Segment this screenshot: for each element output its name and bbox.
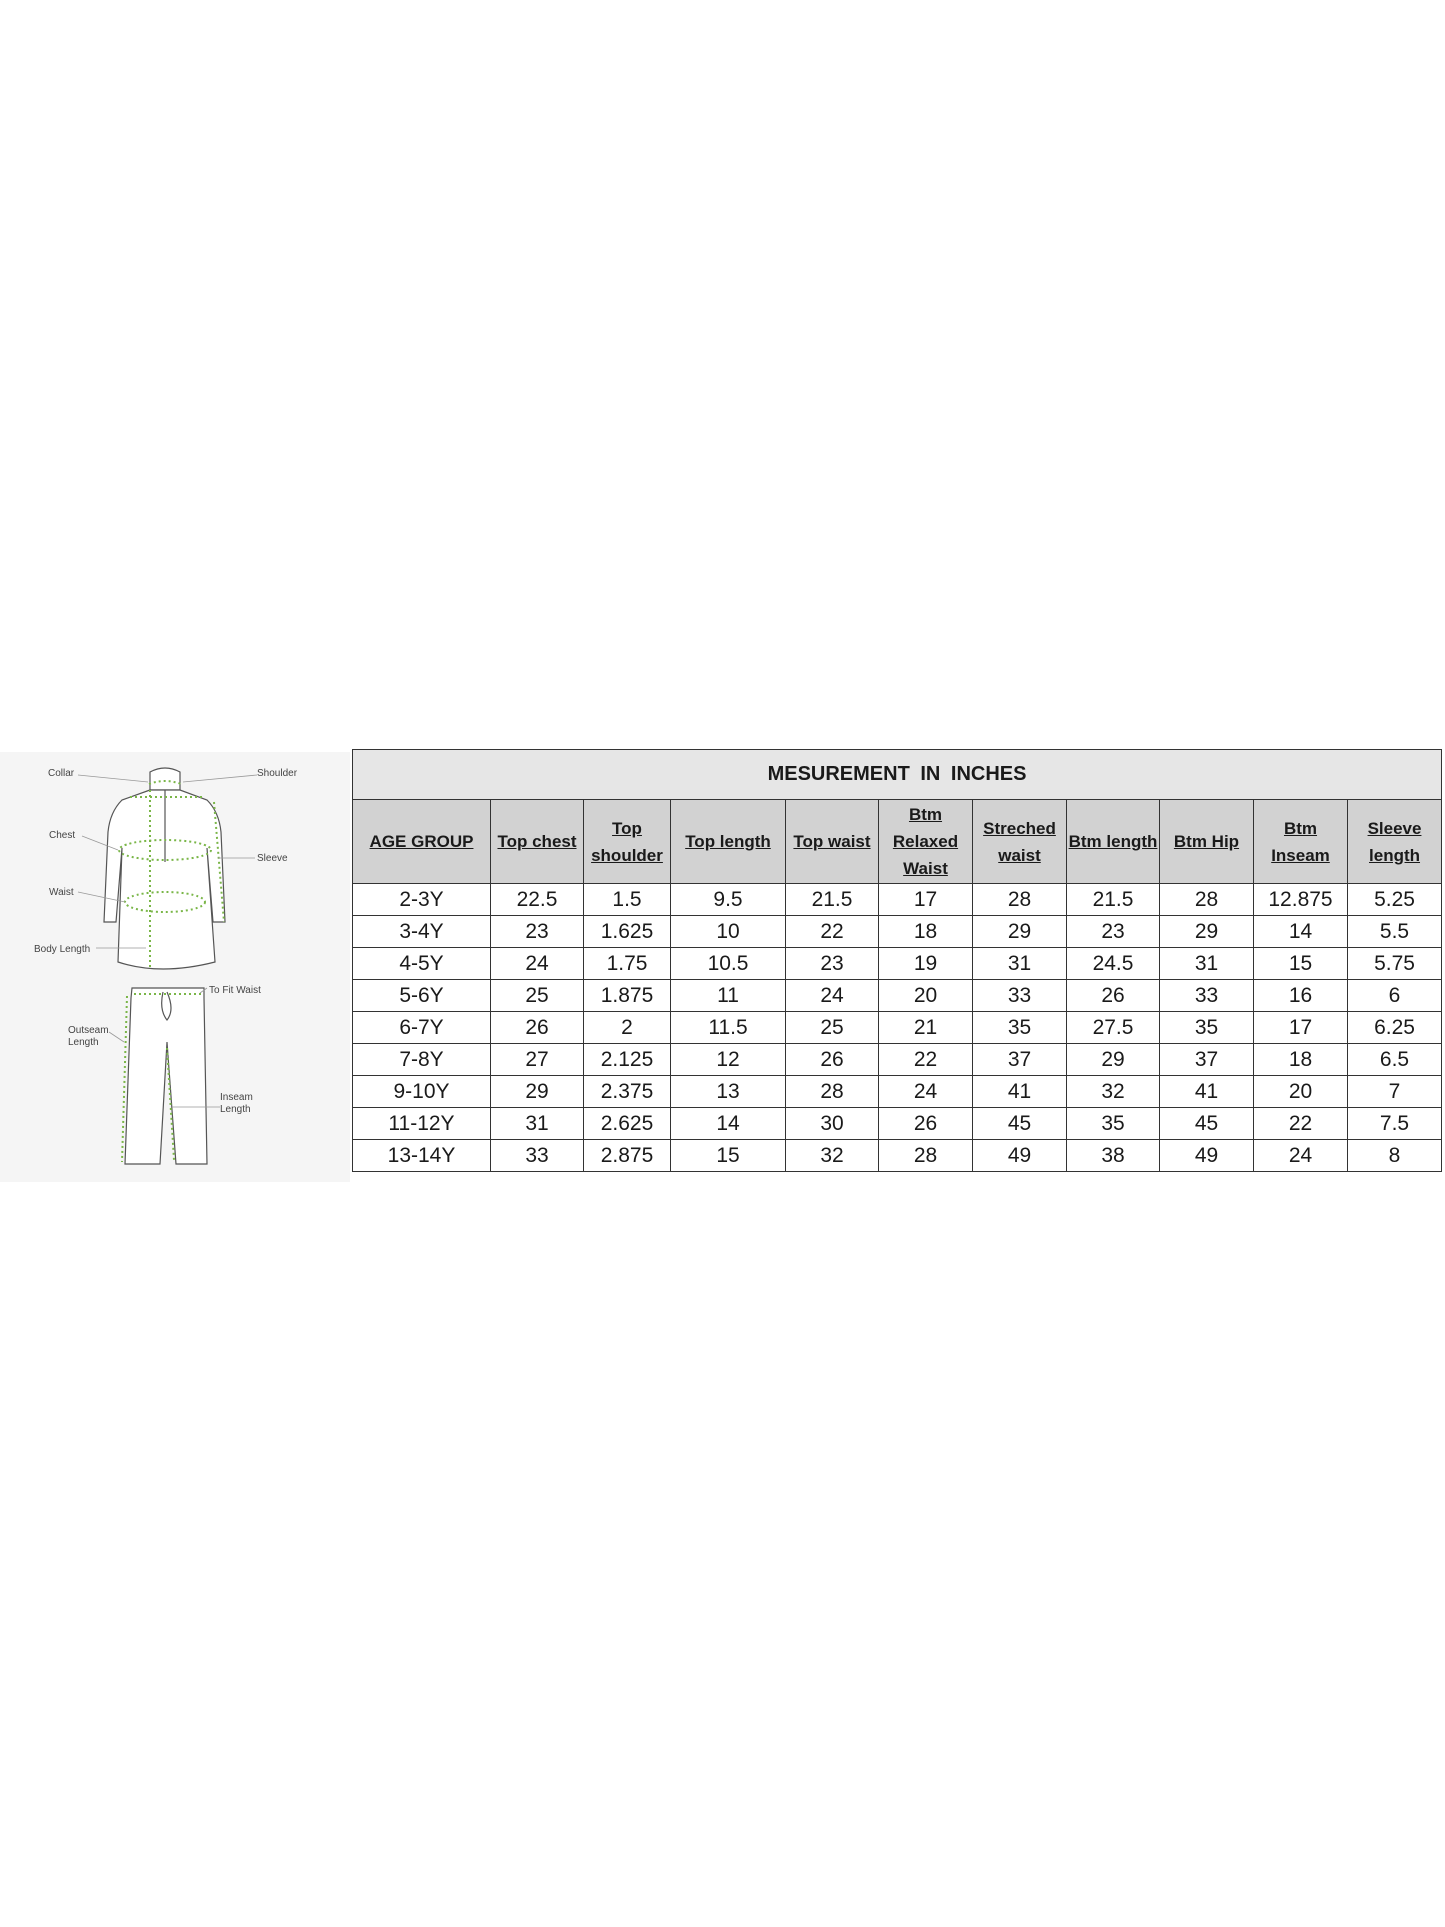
measurement-cell: 2.375 [584, 1076, 671, 1108]
measurement-cell: 15 [1254, 948, 1348, 980]
measurement-cell: 49 [1160, 1140, 1254, 1172]
measurement-cell: 16 [1254, 980, 1348, 1012]
size-chart-table [352, 749, 1442, 1172]
measurement-cell: 33 [491, 1140, 584, 1172]
label-outseam: Outseam [68, 1025, 109, 1036]
age-group-cell: 5-6Y [353, 980, 491, 1012]
measurement-cell: 26 [491, 1012, 584, 1044]
measurement-cell: 45 [1160, 1108, 1254, 1140]
measurement-cell: 10 [671, 916, 786, 948]
measurement-cell: 6 [1348, 980, 1442, 1012]
measurement-cell: 9.5 [671, 884, 786, 916]
table-title: MESUREMENT IN INCHES [353, 750, 1442, 800]
measurement-cell: 17 [1254, 1012, 1348, 1044]
measurement-cell: 25 [786, 1012, 879, 1044]
age-group-cell: 6-7Y [353, 1012, 491, 1044]
table-row [353, 1012, 1442, 1044]
measurement-cell: 1.875 [584, 980, 671, 1012]
column-header: Sleeve length [1348, 800, 1442, 884]
measurement-cell: 33 [973, 980, 1067, 1012]
measurement-cell: 24 [786, 980, 879, 1012]
measurement-cell: 26 [879, 1108, 973, 1140]
table-row [353, 916, 1442, 948]
measurement-cell: 7.5 [1348, 1108, 1442, 1140]
age-group-cell: 11-12Y [353, 1108, 491, 1140]
measurement-cell: 20 [879, 980, 973, 1012]
table-row [353, 884, 1442, 916]
measurement-cell: 19 [879, 948, 973, 980]
column-header: Streched waist [973, 800, 1067, 884]
column-header: Top shoulder [584, 800, 671, 884]
measurement-cell: 11 [671, 980, 786, 1012]
age-group-cell: 7-8Y [353, 1044, 491, 1076]
measurement-cell: 22 [879, 1044, 973, 1076]
measurement-cell: 33 [1160, 980, 1254, 1012]
column-header: Top chest [491, 800, 584, 884]
label-outseam-length: Length [68, 1037, 99, 1048]
measurement-cell: 45 [973, 1108, 1067, 1140]
measurement-cell: 41 [973, 1076, 1067, 1108]
column-header: Btm Inseam [1254, 800, 1348, 884]
measurement-cell: 24 [491, 948, 584, 980]
measurement-cell: 29 [491, 1076, 584, 1108]
measurement-cell: 24.5 [1067, 948, 1160, 980]
measurement-cell: 31 [491, 1108, 584, 1140]
measurement-cell: 6.5 [1348, 1044, 1442, 1076]
measurement-cell: 5.25 [1348, 884, 1442, 916]
measurement-cell: 18 [1254, 1044, 1348, 1076]
measurement-cell: 8 [1348, 1140, 1442, 1172]
pants-outline [125, 988, 207, 1164]
measurement-cell: 35 [1160, 1012, 1254, 1044]
table-row [353, 1108, 1442, 1140]
label-inseam: Inseam [220, 1092, 253, 1103]
column-header: Top length [671, 800, 786, 884]
kurta-outline [104, 768, 225, 969]
table-row [353, 980, 1442, 1012]
measurement-cell: 22 [1254, 1108, 1348, 1140]
table-row [353, 1044, 1442, 1076]
age-group-cell: 13-14Y [353, 1140, 491, 1172]
measurement-cell: 1.625 [584, 916, 671, 948]
measurement-cell: 27.5 [1067, 1012, 1160, 1044]
table-row [353, 1140, 1442, 1172]
measurement-cell: 18 [879, 916, 973, 948]
measurement-cell: 28 [973, 884, 1067, 916]
measurement-cell: 2 [584, 1012, 671, 1044]
label-to-fit-waist: To Fit Waist [209, 985, 261, 996]
label-sleeve: Sleeve [257, 853, 288, 864]
garment-illustration [0, 752, 350, 1182]
measurement-cell: 7 [1348, 1076, 1442, 1108]
measurement-cell: 10.5 [671, 948, 786, 980]
measurement-cell: 2.125 [584, 1044, 671, 1076]
measurement-cell: 22 [786, 916, 879, 948]
measurement-cell: 6.25 [1348, 1012, 1442, 1044]
measurement-cell: 5.75 [1348, 948, 1442, 980]
column-header: AGE GROUP [353, 800, 491, 884]
label-chest: Chest [49, 830, 76, 841]
label-collar: Collar [48, 768, 75, 779]
measurement-cell: 32 [786, 1140, 879, 1172]
measurement-cell: 37 [1160, 1044, 1254, 1076]
measurement-cell: 32 [1067, 1076, 1160, 1108]
measurement-cell: 12.875 [1254, 884, 1348, 916]
measurement-cell: 20 [1254, 1076, 1348, 1108]
age-group-cell: 2-3Y [353, 884, 491, 916]
measurement-cell: 1.75 [584, 948, 671, 980]
measurement-diagram [0, 752, 350, 1182]
measurement-cell: 23 [1067, 916, 1160, 948]
column-header: Btm Hip [1160, 800, 1254, 884]
measurement-cell: 31 [973, 948, 1067, 980]
measurement-cell: 13 [671, 1076, 786, 1108]
measurement-cell: 24 [1254, 1140, 1348, 1172]
label-body-length: Body Length [34, 944, 91, 955]
table-row [353, 948, 1442, 980]
label-inseam-length: Length [220, 1104, 251, 1115]
measurement-cell: 35 [973, 1012, 1067, 1044]
measurement-cell: 27 [491, 1044, 584, 1076]
measurement-cell: 35 [1067, 1108, 1160, 1140]
measurement-cell: 15 [671, 1140, 786, 1172]
column-header: Btm length [1067, 800, 1160, 884]
measurement-cell: 23 [491, 916, 584, 948]
header-row [353, 800, 1442, 884]
age-group-cell: 9-10Y [353, 1076, 491, 1108]
measurement-cell: 21.5 [786, 884, 879, 916]
measurement-cell: 31 [1160, 948, 1254, 980]
measurement-cell: 26 [786, 1044, 879, 1076]
measurement-cell: 29 [1160, 916, 1254, 948]
column-header: Btm Relaxed Waist [879, 800, 973, 884]
column-header: Top waist [786, 800, 879, 884]
measurement-cell: 28 [1160, 884, 1254, 916]
measurement-cell: 1.5 [584, 884, 671, 916]
label-waist: Waist [49, 887, 74, 898]
age-group-cell: 4-5Y [353, 948, 491, 980]
measurement-cell: 2.625 [584, 1108, 671, 1140]
measurement-cell: 21.5 [1067, 884, 1160, 916]
age-group-cell: 3-4Y [353, 916, 491, 948]
measurement-cell: 29 [1067, 1044, 1160, 1076]
measurement-cell: 24 [879, 1076, 973, 1108]
measurement-cell: 30 [786, 1108, 879, 1140]
measurement-cell: 25 [491, 980, 584, 1012]
measurement-cell: 49 [973, 1140, 1067, 1172]
measurement-cell: 5.5 [1348, 916, 1442, 948]
measurement-cell: 29 [973, 916, 1067, 948]
measurement-cell: 14 [1254, 916, 1348, 948]
measurement-cell: 28 [786, 1076, 879, 1108]
table-body [353, 884, 1442, 1172]
measurement-cell: 17 [879, 884, 973, 916]
measurement-cell: 21 [879, 1012, 973, 1044]
measurement-cell: 2.875 [584, 1140, 671, 1172]
measurement-cell: 26 [1067, 980, 1160, 1012]
measurement-cell: 22.5 [491, 884, 584, 916]
measurement-cell: 14 [671, 1108, 786, 1140]
measurement-cell: 23 [786, 948, 879, 980]
measurement-cell: 11.5 [671, 1012, 786, 1044]
measurement-cell: 38 [1067, 1140, 1160, 1172]
measurement-cell: 37 [973, 1044, 1067, 1076]
table-row [353, 1076, 1442, 1108]
label-shoulder: Shoulder [257, 768, 298, 779]
measurement-cell: 41 [1160, 1076, 1254, 1108]
measurement-cell: 28 [879, 1140, 973, 1172]
measurement-cell: 12 [671, 1044, 786, 1076]
